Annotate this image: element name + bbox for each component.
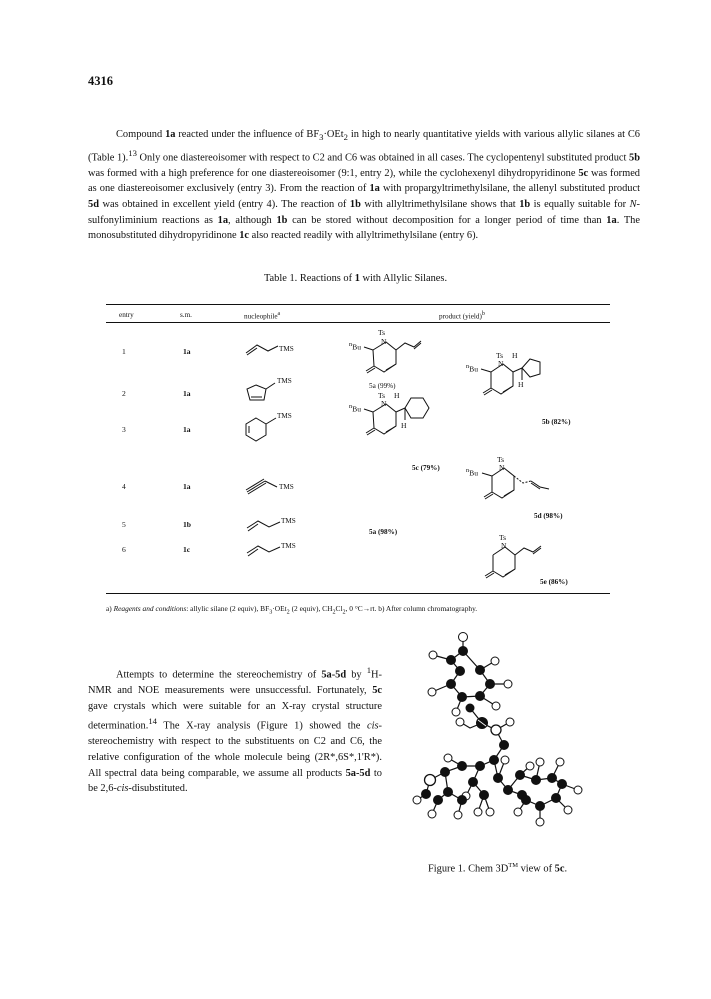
ts-label: Ts (497, 455, 505, 464)
product-label: 5a (98%) (369, 528, 398, 536)
n-atom-label: N (381, 399, 387, 408)
starting-material: 1c (183, 545, 191, 554)
product-label: 5b (82%) (542, 418, 571, 426)
starting-material: 1a (183, 482, 191, 491)
butyl-label: $^n$Bu (466, 467, 479, 478)
product-label: 5c (79%) (412, 464, 440, 472)
h-atom-label: H (512, 351, 518, 360)
h-atom-label: H (518, 380, 524, 389)
ts-label: Ts (496, 351, 504, 360)
product-label: 5e (86%) (540, 578, 568, 586)
butyl-label: $^n$Bu (466, 363, 479, 374)
starting-material: 1b (183, 520, 192, 529)
butyl-label: $^n$Bu (349, 403, 362, 414)
n-atom-label: N (499, 463, 505, 472)
page-number: 4316 (88, 74, 113, 88)
header-product: product (yield)$^b$ (439, 311, 485, 321)
h-atom-label: H (394, 391, 400, 400)
tms-label: TMS (279, 345, 294, 353)
h-atom-label: H (401, 421, 407, 430)
body-paragraph-1: Compound 1a reacted under the influence of $BF_3\cdot OEt_2$ in high to nearly quantitative yields with various allylic silanes at C6 (Table 1).$^{13}$ Only one diastereoisomer with respect to C2 and C6 was obtained in all cases. The cyclopentenyl substituted product 5b was formed with a high preference for one diastereoisomer (9:1, entry 2), while the cyclohexenyl dihydropyridinone 5c was formed as one diastereoisomer exclusively (entry 3). From the reaction of 1a with propargyltrimethylsilane, the allenyl substituted product 5d was obtained in excellent yield (entry 4). The reaction of 1b with allyltrimethylsilane shows that 1b is equally suitable for N-sulfonyliminium reactions as 1a, although 1b can be stored without decomposition for a longer period of time than 1a. The monosubstituted dihydropyridinone 1c also reacted readily with allyltrimethylsilane (entry 6). (88, 129, 641, 242)
entry-number: 4 (122, 482, 126, 491)
body-paragraph-2: Attempts to determine the stereochemistry of 5a-5d by $^1$H-NMR and NOE measurements were unsuccessful. Fortunately, 5c gave crystals which were suitable for an X-ray crystal structure determination.$^{14}$ The X-ray analysis (Figure 1) showed the cis-stereochemistry with respect to the substituents on C2 and C6, the relative configuration of the whole molecule being (2R*,6S*,1'R*). All spectral data being comparable, we assume all products 5a-5d to be 2,6-cis-disubstituted. (88, 665, 382, 795)
product-label: 5d (98%) (534, 512, 563, 520)
entry-number: 3 (122, 425, 126, 434)
header-nucleophile: nucleophile$^a$ (244, 311, 281, 321)
butyl-label: $^n$Bu (349, 341, 362, 352)
tms-label: TMS (279, 483, 294, 491)
tms-label: TMS (281, 517, 296, 525)
ts-label: Ts (499, 533, 507, 542)
entry-number: 5 (122, 520, 126, 529)
entry-number: 2 (122, 389, 126, 398)
starting-material: 1a (183, 425, 191, 434)
n-atom-label: N (381, 337, 387, 346)
entry-number: 1 (122, 347, 126, 356)
header-sm: s.m. (180, 311, 192, 319)
starting-material: 1a (183, 347, 191, 356)
entry-number: 6 (122, 545, 126, 554)
table-footnote: a) Reagents and conditions: allylic silane (2 equiv), $BF_3\cdot OEt_2$ (2 equiv), $CH_2Cl_2$, 0 °C→rt. b) After column chromatography. (106, 604, 478, 616)
tms-label: TMS (277, 377, 292, 385)
starting-material: 1a (183, 389, 191, 398)
tms-label: TMS (277, 412, 292, 420)
product-label: 5a (99%) (369, 382, 396, 390)
tms-label: TMS (281, 542, 296, 550)
ts-label: Ts (378, 328, 386, 337)
header-entry: entry (119, 311, 134, 319)
n-atom-label: N (498, 359, 504, 368)
figure-caption: Figure 1. Chem 3D™ view of 5c. (428, 862, 568, 875)
n-atom-label: N (501, 541, 507, 550)
table-caption: Table 1. Reactions of 1 with Allylic Silanes. (263, 273, 448, 284)
ts-label: Ts (378, 391, 386, 400)
